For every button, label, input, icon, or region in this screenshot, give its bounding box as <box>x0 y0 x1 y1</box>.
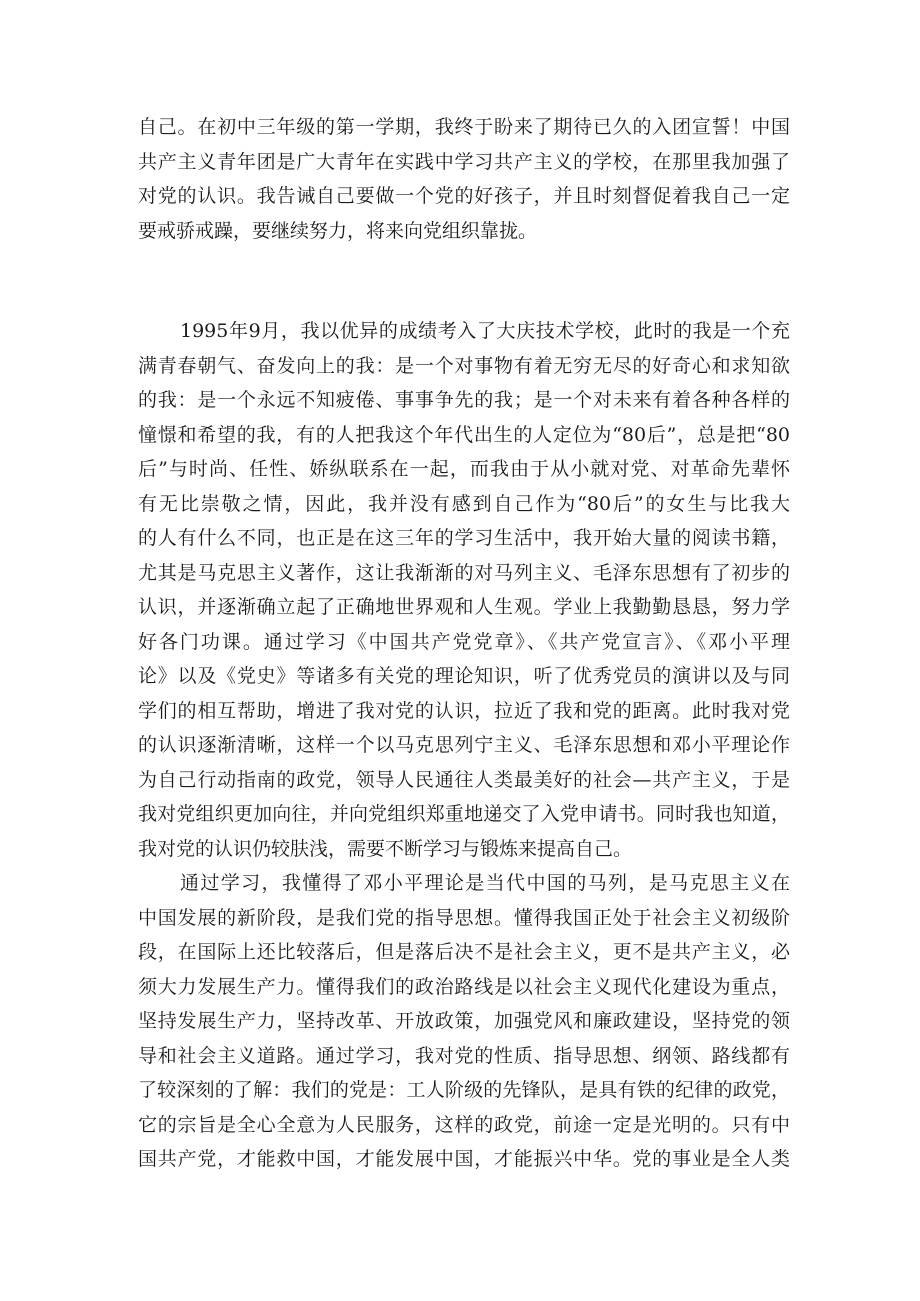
text-line: 我对党组织更加向往，并向党组织郑重地递交了入党申请书。同时我也知道， <box>138 803 790 825</box>
paragraph-2 <box>138 314 790 866</box>
text-line: 了较深刻的了解：我们的党是：工人阶级的先锋队，是具有铁的纪律的政党， <box>138 1079 790 1101</box>
text-line: 学们的相互帮助，增进了我对党的认识，拉近了我和党的距离。此时我对党 <box>138 699 790 722</box>
paragraph-3 <box>138 866 790 1177</box>
text-line: 坚持发展生产力，坚持改革、开放政策，加强党风和廉政建设，坚持党的领 <box>138 1010 790 1032</box>
text-line: 我对党的认识仍较肤浅，需要不断学习与锻炼来提高自己。 <box>138 837 633 860</box>
text-line: 导和社会主义道路。通过学习，我对党的性质、指导思想、纲领、路线都有 <box>138 1044 790 1067</box>
text-line: 1995年9月，我以优异的成绩考入了大庆技术学校，此时的我是一个充 <box>180 320 790 342</box>
text-line: 好各门功课。通过学习《中国共产党党章》、《共产党宣言》、《邓小平理 <box>138 630 790 653</box>
text-line: 对党的认识。我告诫自己要做一个党的好孩子，并且时刻督促着我自己一定 <box>138 185 790 207</box>
text-line: 中国发展的新阶段，是我们党的指导思想。懂得我国正处于社会主义初级阶 <box>138 906 790 929</box>
text-line: 国共产党，才能救中国，才能发展中国，才能振兴中华。党的事业是全人类 <box>138 1148 790 1170</box>
text-line: 满青春朝气、奋发向上的我：是一个对事物有着无穷无尽的好奇心和求知欲 <box>138 354 790 377</box>
text-line: 认识，并逐渐确立起了正确地世界观和人生观。学业上我勤勤恳恳，努力学 <box>138 596 790 618</box>
text-line: 尤其是马克思主义著作，这让我渐渐的对马列主义、毛泽东思想有了初步的 <box>138 561 790 584</box>
text-line: 论》以及《党史》等诸多有关党的理论知识，听了优秀党员的演讲以及与同 <box>138 665 790 687</box>
text-line: 共产主义青年团是广大青年在实践中学习共产主义的学校，在那里我加强了 <box>138 150 790 173</box>
text-line: 为自己行动指南的政党，领导人民通往人类最美好的社会—共产主义，于是 <box>138 768 790 791</box>
text-line: 有无比崇敬之情，因此，我并没有感到自己作为“80后”的女生与比我大 <box>138 492 790 515</box>
text-line: 要戒骄戒躁，要继续努力，将来向党组织靠拢。 <box>138 219 538 242</box>
text-line: 的人有什么不同，也正是在这三年的学习生活中，我开始大量的阅读书籍， <box>138 527 790 549</box>
text-line: 的我：是一个永远不知疲倦、事事争先的我；是一个对未来有着各种各样的 <box>138 389 790 411</box>
text-line: 自己。在初中三年级的第一学期，我终于盼来了期待已久的入团宣誓！中国 <box>138 116 790 138</box>
text-line: 通过学习，我懂得了邓小平理论是当代中国的马列，是马克思主义在 <box>180 872 790 894</box>
text-line: 的认识逐渐清晰，这样一个以马克思列宁主义、毛泽东思想和邓小平理论作 <box>138 734 790 756</box>
text-line: 段，在国际上还比较落后，但是落后决不是社会主义，更不是共产主义，必 <box>138 941 790 963</box>
paragraph-1 <box>138 110 790 248</box>
text-line: 它的宗旨是全心全意为人民服务，这样的政党，前途一定是光明的。只有中 <box>138 1113 790 1136</box>
text-line: 后”与时尚、任性、娇纵联系在一起，而我由于从小就对党、对革命先辈怀 <box>138 458 790 480</box>
text-line: 须大力发展生产力。懂得我们的政治路线是以社会主义现代化建设为重点， <box>138 975 790 998</box>
text-line: 憧憬和希望的我，有的人把我这个年代出生的人定位为“80后”，总是把“80 <box>138 423 790 446</box>
